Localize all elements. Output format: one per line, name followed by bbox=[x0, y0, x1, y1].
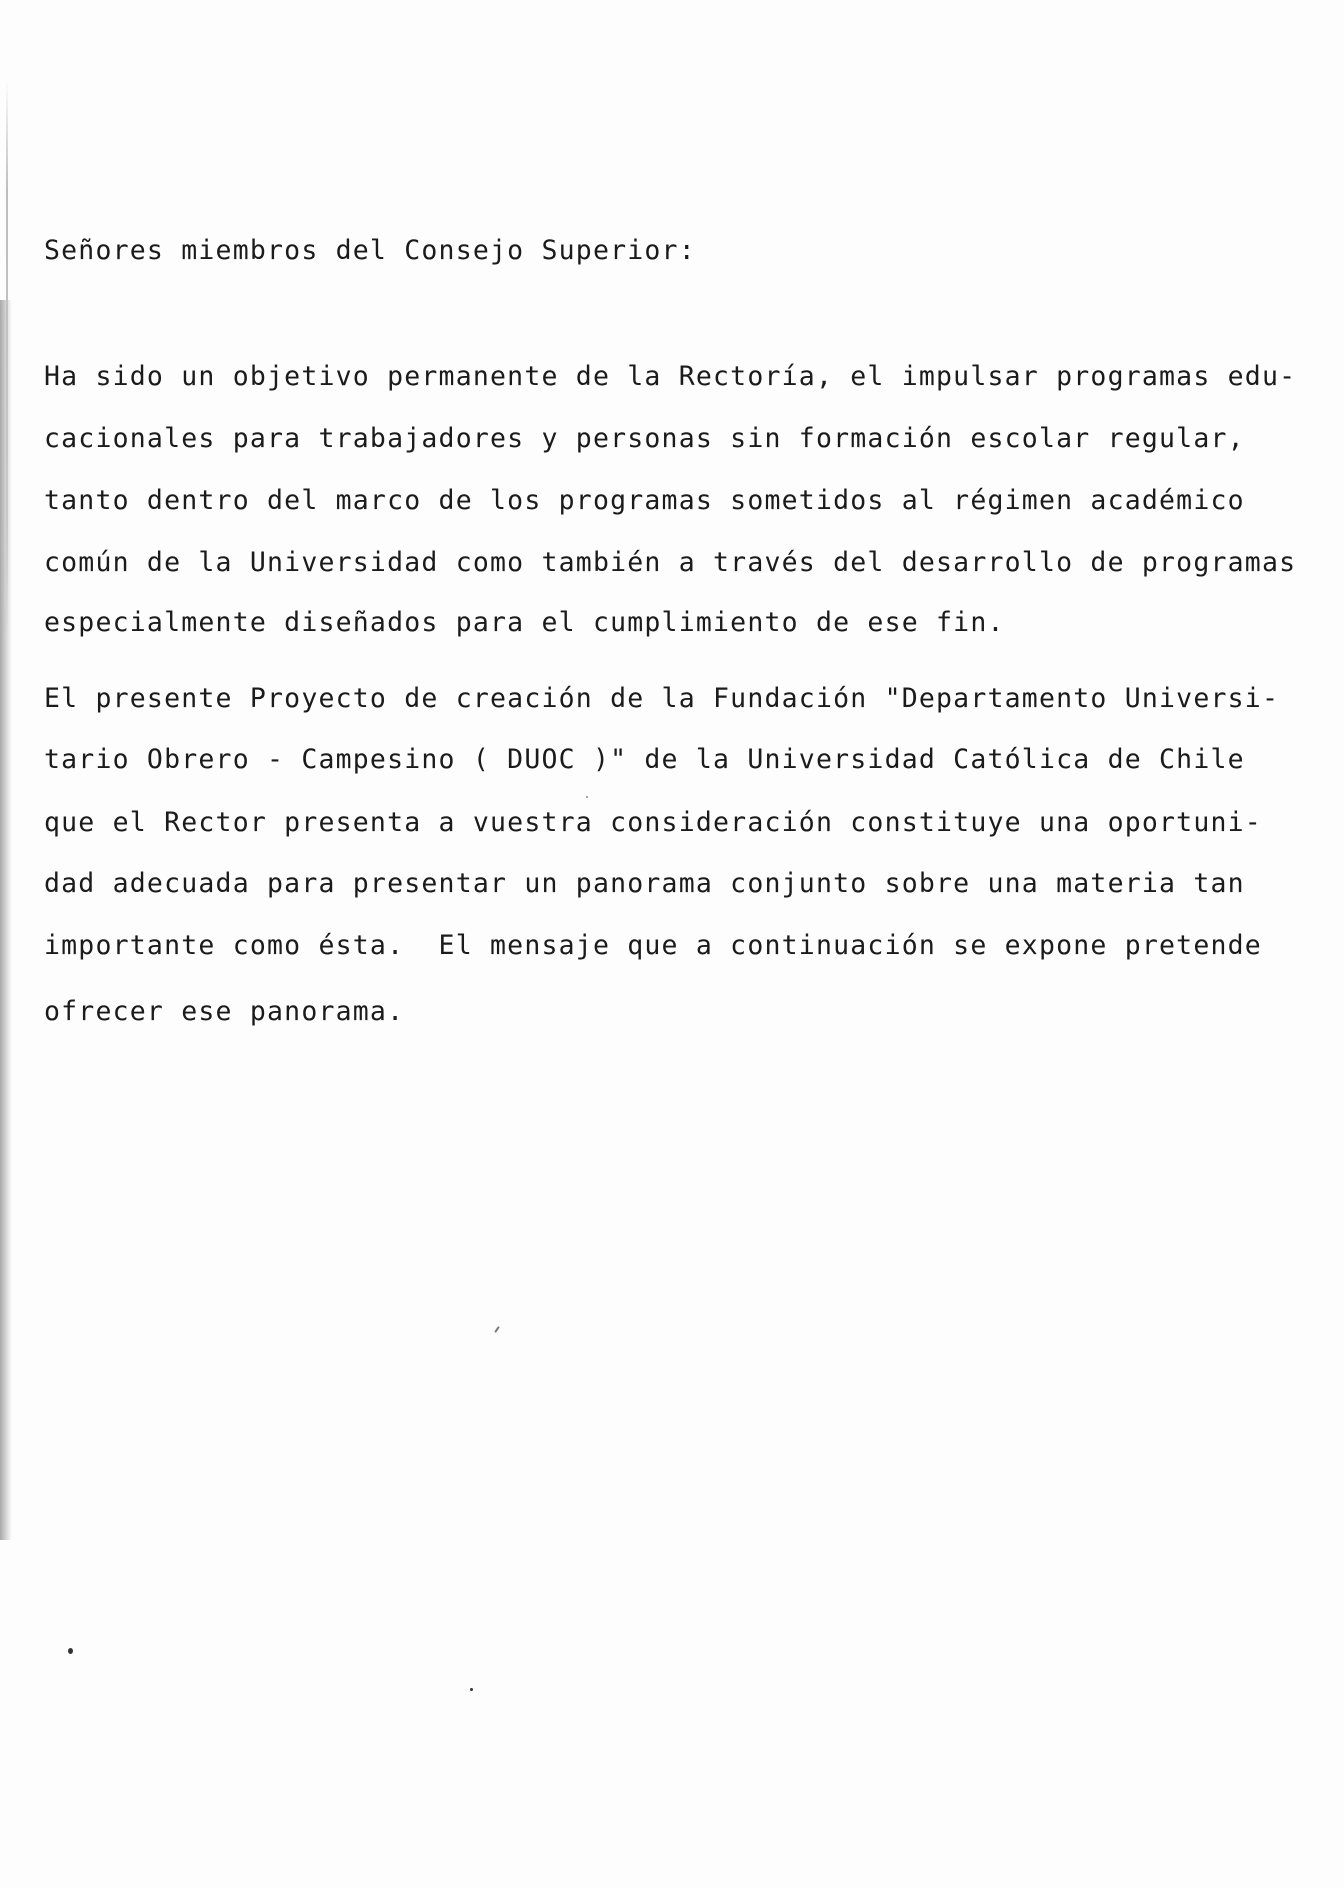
scan-speck bbox=[68, 1648, 73, 1654]
paragraph-2-line-2: tario Obrero - Campesino ( DUOC )" de la Universidad Católica de Chile bbox=[44, 744, 1245, 775]
paragraph-1-line-2: cacionales para trabajadores y personas sin formación escolar regular, bbox=[44, 423, 1245, 454]
paragraph-1-line-4: común de la Universidad como también a través del desarrollo de programas bbox=[44, 547, 1297, 578]
scan-speck bbox=[494, 1326, 500, 1333]
paragraph-2-line-1: El presente Proyecto de creación de la Fundación "Departamento Universi- bbox=[44, 683, 1280, 714]
paragraph-1-line-1: Ha sido un objetivo permanente de la Rectoría, el impulsar programas edu- bbox=[44, 361, 1297, 392]
scan-speck bbox=[470, 1688, 473, 1691]
paragraph-1-line-5: especialmente diseñados para el cumplimiento de ese fin. bbox=[44, 607, 1005, 638]
paragraph-2-line-3: que el Rector presenta a vuestra consideración constituye una oportuni- bbox=[44, 807, 1262, 838]
paragraph-2-line-6: ofrecer ese panorama. bbox=[44, 996, 405, 1027]
scan-edge-line bbox=[6, 80, 8, 640]
paragraph-2-line-4: dad adecuada para presentar un panorama conjunto sobre una materia tan bbox=[44, 868, 1245, 899]
scan-speck bbox=[586, 796, 588, 798]
paragraph-2-line-5: importante como ésta. El mensaje que a continuación se expone pretende bbox=[44, 930, 1262, 961]
paragraph-1-line-3: tanto dentro del marco de los programas sometidos al régimen académico bbox=[44, 485, 1245, 516]
salutation: Señores miembros del Consejo Superior: bbox=[44, 235, 696, 266]
